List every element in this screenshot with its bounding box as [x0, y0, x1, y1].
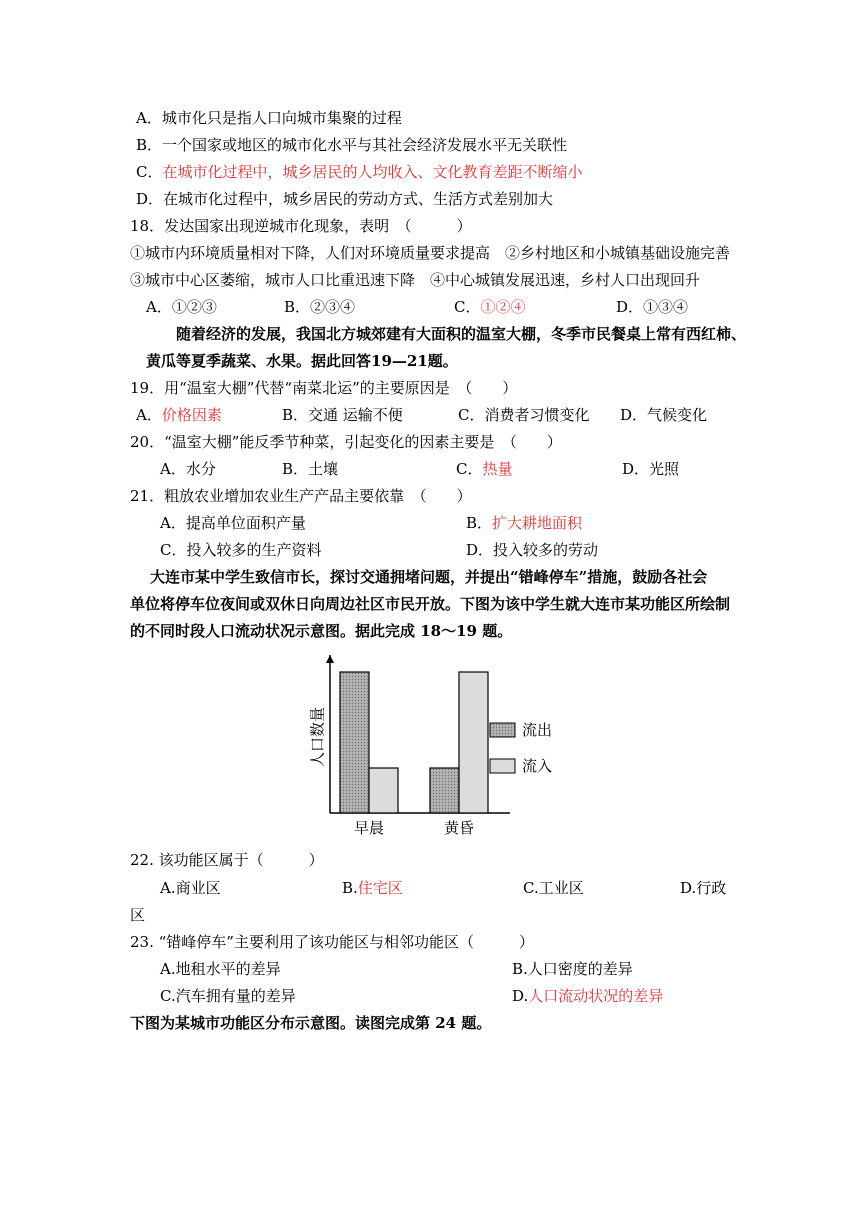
q18-statement-line2: ③城市中心区萎缩，城市人口比重迅速下降 ④中心城镇发展迅速，乡村人口出现回升 — [130, 271, 701, 289]
q21-option-b — [466, 513, 582, 533]
q22-option-c — [523, 878, 584, 898]
option-label: A． — [136, 406, 162, 424]
bar-1-0 — [430, 768, 459, 813]
option-text: 土壤 — [308, 460, 339, 478]
option-label: D． — [616, 298, 644, 316]
option-text: 一个国家或地区的城市化水平与其社会经济发展水平无关联性 — [162, 136, 568, 154]
option-text-answer: 扩大耕地面积 — [492, 514, 583, 532]
option-text: 投入较多的劳动 — [493, 541, 599, 559]
q23-stem: 23. “错峰停车”主要利用了该功能区与相邻功能区（ ） — [130, 933, 534, 951]
option-label: B． — [282, 406, 309, 424]
passage2-line2: 单位将停车位夜间或双休日向周边社区市民开放。下图为该中学生就大连市某功能区所绘制 — [130, 595, 731, 613]
bar-0-0 — [340, 672, 369, 813]
q18-option-d — [616, 297, 688, 317]
option-text-answer: 热量 — [482, 460, 513, 478]
option-label: D． — [136, 190, 164, 208]
option-label: D． — [622, 460, 650, 478]
option-label: B. — [342, 879, 358, 897]
option-text: 汽车拥有量的差异 — [175, 987, 296, 1005]
q19-option-d — [620, 405, 707, 425]
option-text: 光照 — [649, 460, 680, 478]
option-label: B． — [282, 460, 309, 478]
y-axis-label: 人口数量 — [308, 706, 327, 768]
q23-option-d — [512, 986, 663, 1006]
q18-option-a — [146, 297, 217, 317]
bar-1-1 — [459, 672, 488, 813]
q17-option-c — [136, 162, 583, 182]
legend-label: 流出 — [522, 721, 553, 739]
option-text: 气候变化 — [647, 406, 708, 424]
q18-statement-line1: ①城市内环境质量相对下降，人们对环境质量要求提高 ②乡村地区和小城镇基础设施完善 — [130, 244, 731, 262]
q20-stem: 20．“温室大棚”能反季节种菜，引起变化的因素主要是 （ ） — [130, 433, 562, 451]
population-flow-chart — [300, 645, 570, 845]
option-text: ②③④ — [310, 298, 356, 316]
option-label: C． — [136, 163, 163, 181]
q19-stem: 19．用“温室大棚”代替“南菜北运”的主要原因是 （ ） — [130, 379, 518, 397]
option-text-answer: 在城市化过程中，城乡居民的人均收入、文化教育差距不断缩小 — [162, 163, 583, 181]
q19-option-b — [282, 405, 403, 425]
option-text: 人口密度的差异 — [527, 960, 633, 978]
legend-swatch — [490, 759, 515, 773]
q19-option-c — [458, 405, 590, 425]
option-label: B． — [136, 136, 163, 154]
option-text-answer: 价格因素 — [161, 406, 222, 424]
y-axis-arrow — [326, 655, 334, 663]
option-label: C． — [454, 298, 481, 316]
q23-option-b — [512, 959, 633, 979]
option-label: C． — [160, 541, 187, 559]
q22-stem: 22. 该功能区属于（ ） — [130, 851, 324, 869]
q22-option-d-wrap: 区 — [130, 906, 146, 924]
option-label: A． — [136, 109, 162, 127]
q22-option-a — [160, 878, 221, 898]
option-label: C． — [456, 460, 483, 478]
q18-option-c — [454, 297, 526, 317]
option-text-answer: ①②④ — [480, 298, 526, 316]
option-label: A． — [146, 298, 172, 316]
option-label: A. — [160, 879, 176, 897]
q22-option-b — [342, 878, 403, 898]
q20-option-a — [160, 459, 216, 479]
q20-option-c — [456, 459, 513, 479]
option-text: 城市化只是指人口向城市集聚的过程 — [161, 109, 402, 127]
option-text: 在城市化过程中，城乡居民的劳动方式、生活方式差别加大 — [163, 190, 554, 208]
option-text: 消费者习惯变化 — [484, 406, 590, 424]
option-text: 交通 运输不便 — [308, 406, 403, 424]
option-label: B． — [284, 298, 311, 316]
option-label: B. — [512, 960, 528, 978]
option-label: D. — [512, 987, 529, 1005]
x-tick-label: 黄昏 — [443, 819, 475, 837]
option-label: B． — [466, 514, 493, 532]
q17-option-d — [136, 189, 553, 209]
passage2-line3: 的不同时段人口流动状况示意图。据此完成 18～19 题。 — [130, 622, 513, 640]
option-label: A． — [160, 514, 186, 532]
option-text-answer: 人口流动状况的差异 — [528, 987, 664, 1005]
option-text: ①②③ — [171, 298, 217, 316]
option-text: 地租水平的差异 — [175, 960, 281, 978]
legend-swatch — [490, 723, 515, 737]
bar-0-1 — [369, 768, 398, 813]
q22-option-d — [680, 878, 726, 898]
q17-option-b — [136, 135, 567, 155]
q21-option-d — [466, 540, 598, 560]
option-text: 行政 — [696, 879, 727, 897]
section-intro-q24: 下图为某城市功能区分布示意图。读图完成第 24 题。 — [130, 1014, 492, 1032]
q19-option-a — [136, 405, 222, 425]
option-text: 工业区 — [538, 879, 584, 897]
legend-label: 流入 — [522, 757, 553, 775]
option-label: C． — [458, 406, 485, 424]
option-label: A． — [160, 460, 186, 478]
q20-option-b — [282, 459, 338, 479]
q23-option-a — [160, 959, 281, 979]
q17-option-a — [136, 108, 402, 128]
option-text: 水分 — [185, 460, 216, 478]
option-text: 提高单位面积产量 — [185, 514, 306, 532]
option-text: ①③④ — [643, 298, 689, 316]
option-text: 商业区 — [175, 879, 221, 897]
q23-option-c — [160, 986, 296, 1006]
option-label: D. — [680, 879, 697, 897]
q21-stem: 21．粗放农业增加农业生产产品主要依靠 （ ） — [130, 487, 472, 505]
passage2-line1: 大连市某中学生致信市长，探讨交通拥堵问题，并提出“错峰停车”措施，鼓励各社会 — [150, 568, 708, 586]
q18-option-b — [284, 297, 355, 317]
option-label: A. — [160, 960, 176, 978]
option-label: D． — [466, 541, 494, 559]
option-label: D． — [620, 406, 648, 424]
passage1-line1: 随着经济的发展，我国北方城郊建有大面积的温室大棚，冬季市民餐桌上常有西红柿、 — [176, 325, 747, 343]
option-text-answer: 住宅区 — [357, 879, 403, 897]
option-label: C. — [523, 879, 539, 897]
option-text: 投入较多的生产资料 — [186, 541, 322, 559]
q20-option-d — [622, 459, 679, 479]
option-label: C. — [160, 987, 176, 1005]
q21-option-a — [160, 513, 306, 533]
x-tick-label: 早晨 — [353, 819, 385, 837]
passage1-line2: 黄瓜等夏季蔬菜、水果。据此回答19—21题。 — [146, 352, 458, 370]
q18-stem: 18．发达国家出现逆城市化现象，表明 （ ） — [130, 217, 472, 235]
q21-option-c — [160, 540, 322, 560]
